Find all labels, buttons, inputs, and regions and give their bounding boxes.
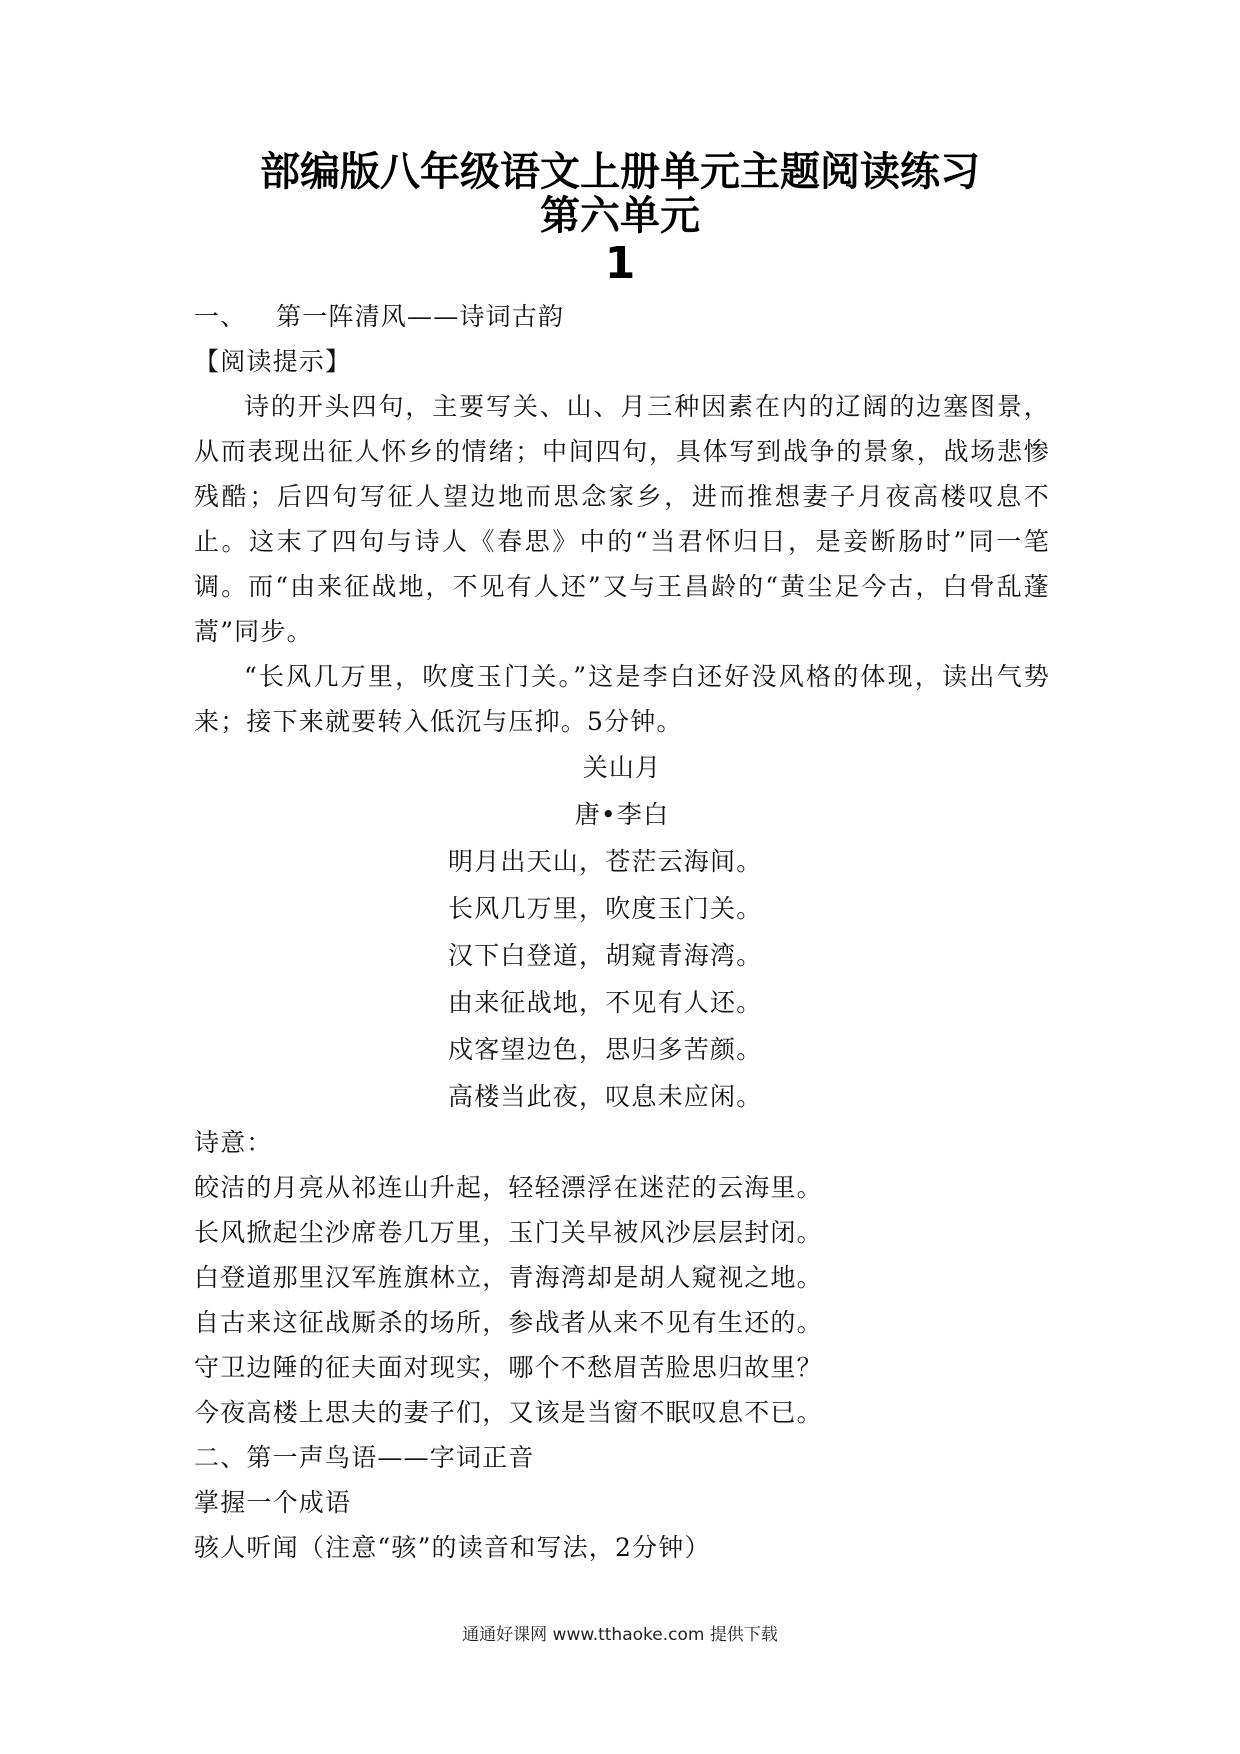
section-2-item: 骇人听闻（注意“骇”的读音和写法，2分钟）	[194, 1533, 711, 1562]
poem-title: 关山月	[582, 753, 662, 782]
document-body	[194, 294, 1050, 1570]
page-footer: 通通好课网 www.tthaoke.com 提供下载	[462, 1625, 778, 1645]
poem-line: 高楼当此夜，叹息未应闲。	[448, 1082, 763, 1111]
title-unit: 第六单元	[540, 193, 700, 239]
meaning-line: 皎洁的月亮从祁连山升起，轻轻漂浮在迷茫的云海里。	[194, 1173, 823, 1202]
poem-line: 戍客望边色，思归多苦颜。	[448, 1035, 763, 1064]
section-1-number: 一、	[194, 302, 247, 331]
poem-line: 汉下白登道，胡窥青海湾。	[448, 941, 763, 970]
section-2-heading: 二、第一声鸟语——字词正音	[194, 1443, 535, 1472]
title-number: 1	[604, 238, 636, 289]
meaning-line: 长风掀起尘沙席卷几万里，玉门关早被风沙层层封闭。	[194, 1218, 823, 1247]
document-title	[0, 150, 1240, 290]
section-1-heading	[194, 294, 1050, 339]
meaning-line: 今夜高楼上思夫的妻子们，又该是当窗不眠叹息不已。	[194, 1398, 823, 1427]
poem-body	[194, 838, 1050, 1120]
poem-line: 明月出天山，苍茫云海间。	[448, 847, 763, 876]
reading-tip-paragraph-2: “长风几万里，吹度玉门关。”这是李白还好没风格的体现，读出气势来；接下来就要转入低沉与压抑。5分钟。	[194, 662, 1050, 736]
poem-line: 长风几万里，吹度玉门关。	[448, 894, 763, 923]
meaning-line: 守卫边陲的征夫面对现实，哪个不愁眉苦脸思归故里？	[194, 1353, 823, 1382]
meaning-label: 诗意：	[194, 1128, 273, 1157]
meaning-line: 自古来这征战厮杀的场所，参战者从来不见有生还的。	[194, 1308, 823, 1337]
section-2-subheading: 掌握一个成语	[194, 1488, 352, 1517]
title-main: 部编版八年级语文上册单元主题阅读练习	[260, 149, 980, 195]
reading-tip-label: 【阅读提示】	[194, 347, 352, 376]
section-1-title: 第一阵清风——诗词古韵	[276, 302, 565, 331]
poem-author: 唐•李白	[574, 800, 670, 829]
reading-tip-paragraph-1: 诗的开头四句，主要写关、山、月三种因素在内的辽阔的边塞图景，从而表现出征人怀乡的情绪；中间四句，具体写到战争的景象，战场悲惨残酷；后四句写征人望边地而思念家乡，进而推想妻子月夜高楼叹息不止。这末了四句与诗人《春思》中的“当君怀归日，是妾断肠时”同一笔调。而“由来征战地，不见有人还”又与王昌龄的“黄尘足今古，白骨乱蓬蒿”同步。	[194, 392, 1050, 646]
poem-line: 由来征战地，不见有人还。	[448, 988, 763, 1017]
meaning-body	[194, 1165, 1050, 1435]
meaning-line: 白登道那里汉军旌旗林立，青海湾却是胡人窥视之地。	[194, 1263, 823, 1292]
